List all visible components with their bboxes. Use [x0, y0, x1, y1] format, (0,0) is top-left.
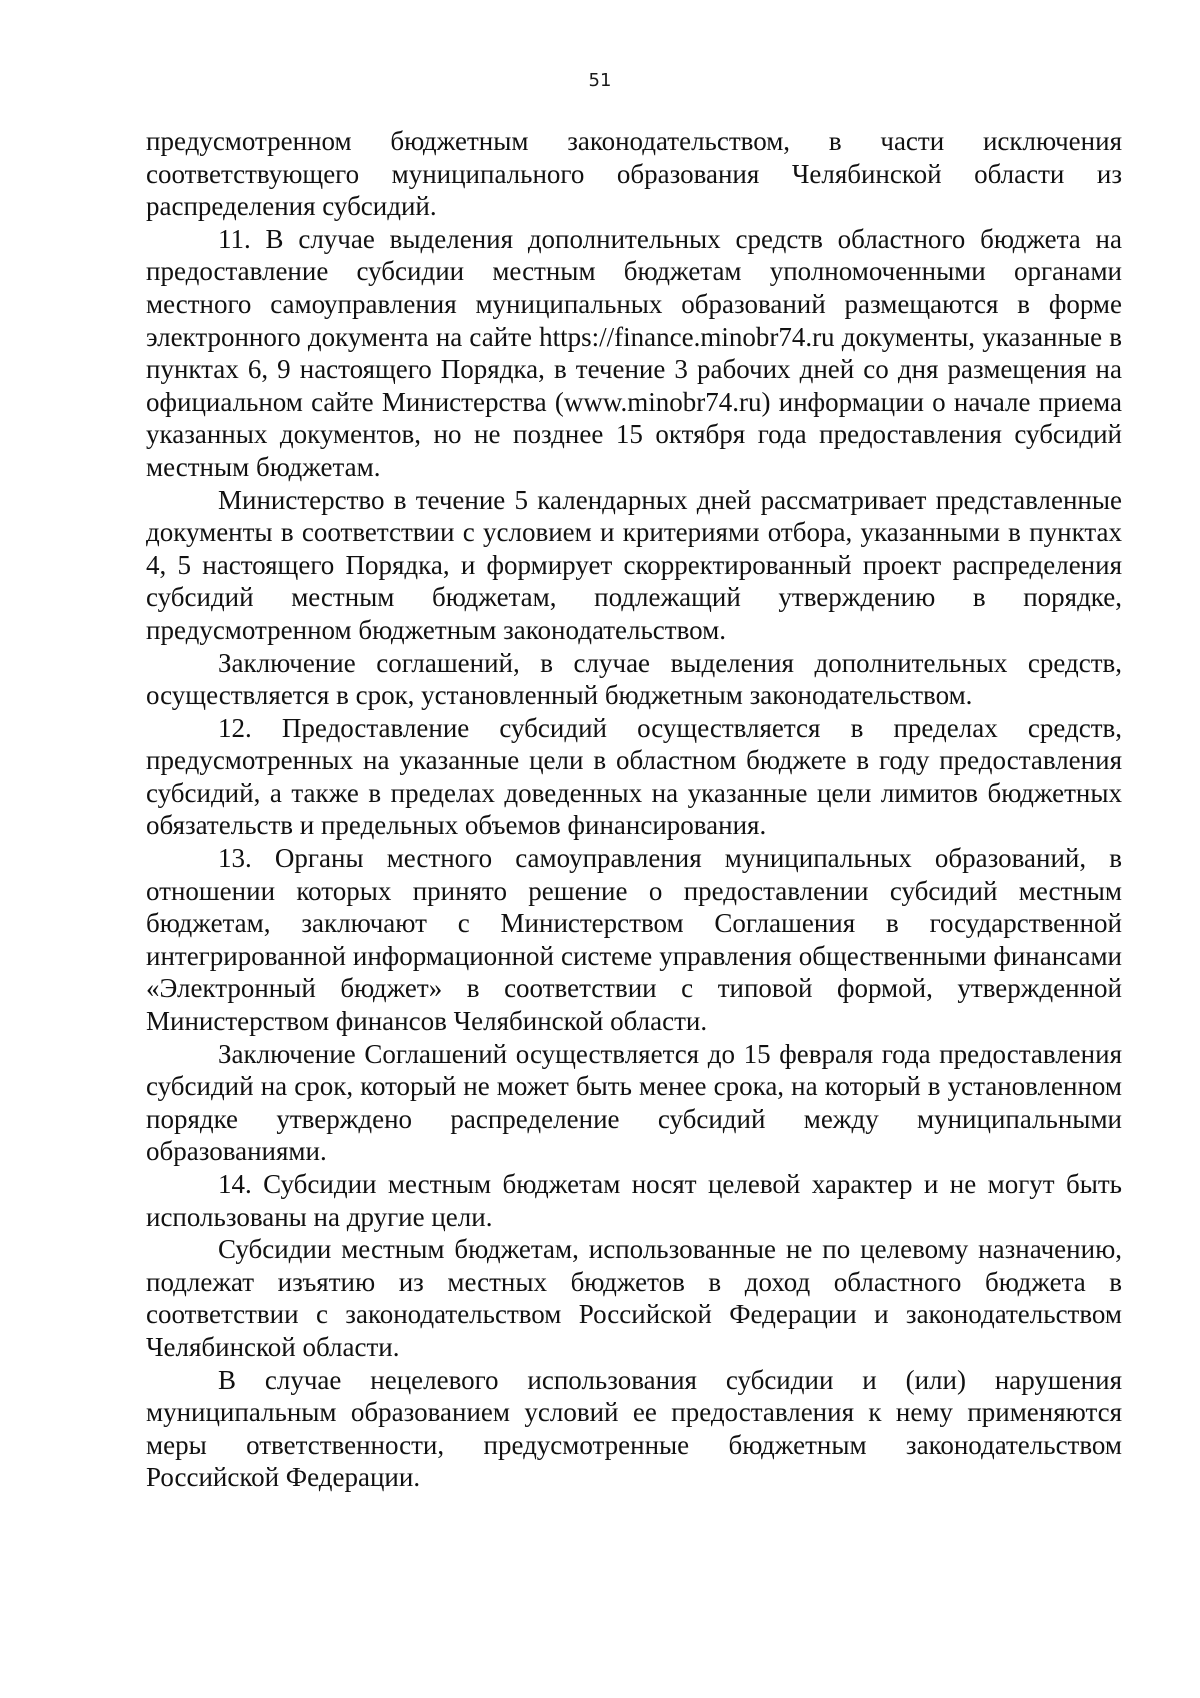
document-body	[146, 125, 1122, 1494]
paragraph-continuation: предусмотренном бюджетным законодательством, в части исключения соответствующего муниципального образования Челябинской области из распределения субсидий.	[146, 126, 1122, 222]
paragraph-ministry-review: Министерство в течение 5 календарных дней рассматривает представленные документы в соответствии с условием и критериями отбора, указанными в пунктах 4, 5 настоящего Порядка, и формирует скорректированный проект распределения субсидий местным бюджетам, подлежащий утверждению в порядке, предусмотренном бюджетным законодательством.	[146, 484, 1122, 645]
page-number: 51	[588, 70, 612, 91]
paragraph-agreements-additional: Заключение соглашений, в случае выделения дополнительных средств, осуществляется в срок, установленный бюджетным законодательством.	[146, 647, 1122, 711]
paragraph-misuse-withdrawal: Субсидии местным бюджетам, использованные не по целевому назначению, подлежат изъятию из местных бюджетов в доход областного бюджета в соответствии с законодательством Российской Федерации и законодательством Челябинской области.	[146, 1234, 1122, 1362]
paragraph-item-13: 13. Органы местного самоуправления муниципальных образований, в отношении которых принято решение о предоставлении субсидий местным бюджетам, заключают с Министерством Соглашения в государственной интегрированной информационной системе управления общественными финансами «Электронный бюджет» в соответствии с типовой формой, утвержденной Министерством финансов Челябинской области.	[146, 843, 1122, 1037]
paragraph-item-11: 11. В случае выделения дополнительных средств областного бюджета на предоставление субсидии местным бюджетам уполномоченными органами местного самоуправления муниципальных образований размещаются в форме электронного документа на сайте https://finance.minobr74.ru документы, указанные в пунктах 6, 9 настоящего Порядка, в течение 3 рабочих дней со дня размещения на официальном сайте Министерства (www.minobr74.ru) информации о начале приема указанных документов, но не позднее 15 октября года предоставления субсидий местным бюджетам.	[146, 223, 1122, 482]
paragraph-agreements-deadline: Заключение Соглашений осуществляется до 15 февраля года предоставления субсидий на срок, который не может быть менее срока, на который в установленном порядке утверждено распределение субсидий между муниципальными образованиями.	[146, 1038, 1122, 1167]
paragraph-item-14: 14. Субсидии местным бюджетам носят целевой характер и не могут быть использованы на другие цели.	[146, 1169, 1122, 1232]
paragraph-item-12: 12. Предоставление субсидий осуществляется в пределах средств, предусмотренных на указанные цели в областном бюджете в году предоставления субсидий, а также в пределах доведенных на указанные цели лимитов бюджетных обязательств и предельных объемов финансирования.	[146, 712, 1122, 841]
paragraph-liability: В случае нецелевого использования субсидии и (или) нарушения муниципальным образованием условий ее предоставления к нему применяются меры ответственности, предусмотренные бюджетным законодательством Российской Федерации.	[146, 1364, 1122, 1493]
